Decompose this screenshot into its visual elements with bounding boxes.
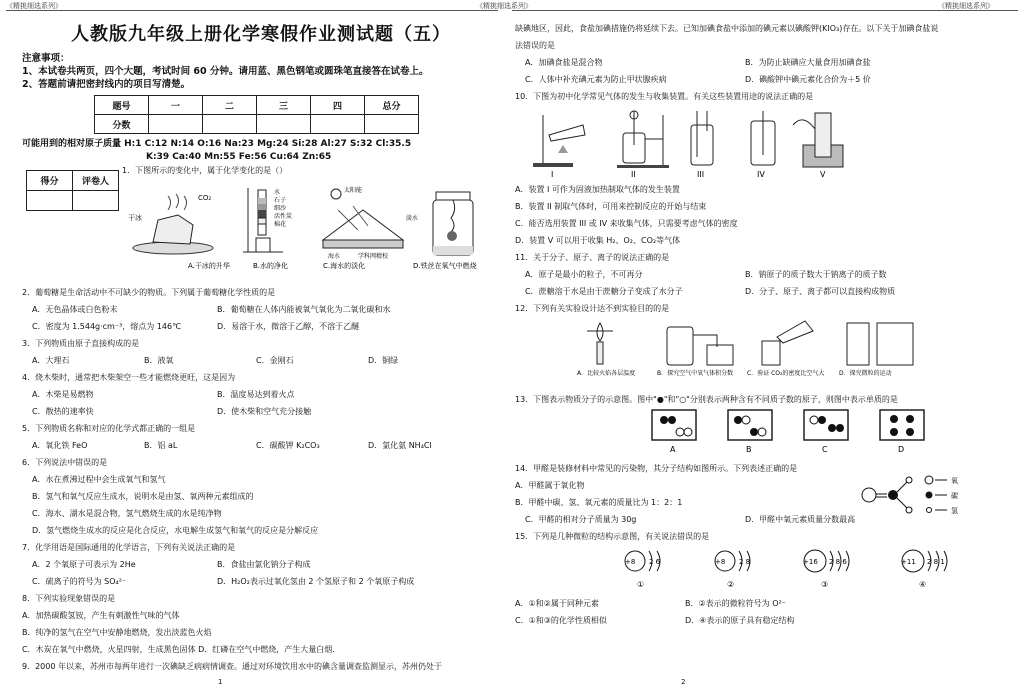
q14-block	[515, 460, 1005, 545]
q15-option: A．①和②属于同种元素	[515, 599, 599, 608]
q15-particles-figure	[615, 545, 1024, 591]
question-line: C．木炭在氧气中燃烧，火星四射，生成黑色固体 D．红磷在空气中燃烧，产生大量白烟．	[22, 645, 341, 654]
apparatus-label: I	[551, 170, 554, 177]
right-question-list-top	[515, 20, 1005, 105]
option: D．使木柴和空气充分接触	[217, 407, 312, 416]
question-line: 8．下列实验现象错误的是	[22, 594, 116, 603]
options-row	[515, 266, 1005, 283]
q12-candle	[587, 323, 613, 364]
option: D．易溶于水，微溶于乙醇，不溶于乙醚	[217, 322, 360, 331]
options-row	[515, 54, 1005, 71]
q1-option-a: A.干冰的升华	[188, 262, 230, 270]
option: A．氧化铁 FeO	[32, 441, 88, 450]
question-line: A．水在煮沸过程中会生成氧气和氢气	[32, 475, 166, 484]
q13-figure	[650, 408, 950, 456]
question-line: 4．烧木柴时，通常把木柴架空一些才能燃烧更旺，这是因为	[22, 373, 236, 382]
q12-particle-motion	[847, 323, 913, 365]
score-cell[interactable]	[203, 115, 257, 134]
option: B．葡萄糖在人体内能被氧气氧化为二氧化碳和水	[217, 305, 391, 314]
q13-label: A	[670, 445, 676, 454]
option: A．2 个氧原子可表示为 2He	[32, 560, 136, 569]
q12-option: D．探究微粒的运动	[839, 370, 892, 377]
option: D．铜绿	[368, 356, 399, 365]
q12-figure	[577, 317, 1007, 387]
q13-box-c	[804, 410, 848, 440]
question-line: 14．甲醛是装修材料中常见的污染物，其分子结构如图所示。下列表述正确的是	[515, 464, 798, 473]
grader-score-label: 得分	[27, 171, 73, 191]
legend-hydrogen: 氢	[951, 507, 958, 515]
q1-option-c: C.海水的淡化	[323, 262, 366, 270]
q1-option-d: D.铁丝在氧气中燃烧	[413, 262, 477, 270]
header-series-right: 《精挑细选系列》	[938, 2, 994, 10]
q12-option: A．比较火焰各层温度	[577, 370, 636, 377]
q15-particle	[625, 551, 661, 589]
option: B．为防止缺碘应大量食用加碘食盐	[745, 58, 871, 67]
particle-label: ①	[637, 580, 645, 589]
q13-box-a	[652, 410, 696, 440]
option: C．散热的速率快	[32, 407, 94, 416]
q12-air-oxygen	[667, 327, 733, 365]
header-rule-right	[512, 10, 1018, 11]
apparatus-label: III	[697, 170, 705, 177]
left-question-list	[22, 284, 500, 675]
option: C．蔗糖溶于水是由于蔗糖分子变成了水分子	[525, 287, 683, 296]
question-line: A．加热碳酸氢铵，产生有刺激性气味的气体	[22, 611, 180, 620]
option: C．金刚石	[256, 356, 294, 365]
grader-score-cell[interactable]	[27, 191, 73, 211]
filter-layer-label: 活性炭	[274, 213, 293, 220]
dry-ice-label: 干冰	[128, 214, 142, 222]
question-line: C．海水、湖水是混合物，氢气燃烧生成的水是纯净物	[32, 509, 222, 518]
q15-option: B．②表示的微粒符号为 O²⁻	[685, 599, 786, 608]
options-row	[515, 71, 1005, 88]
apparatus-iv	[751, 111, 775, 165]
options-row	[22, 573, 500, 590]
atomic-mass-line2: K:39 Ca:40 Mn:55 Fe:56 Cu:64 Zn:65	[146, 152, 332, 162]
q15-options-row	[515, 612, 1005, 629]
question-line: 5．下列物质名称和对应的化学式都正确的一组是	[22, 424, 196, 433]
q10-apparatus-figure	[523, 105, 953, 177]
q13-label: C	[822, 445, 828, 454]
question-line: D．氢气燃烧生成水的反应是化合反应，水电解生成氢气和氧气的反应是分解反应	[32, 526, 319, 535]
q13-stem: 13．下图表示物质分子的示意图。图中"●"和"○"分别表示两种含有不同质子数的原子，则图中表示单质的是	[515, 395, 898, 404]
question-line: 9．2000 年以来，苏州市每两年进行一次碘缺乏病病情调查。通过对环境饮用水中的碘含量调查监测显示，苏州仍处于	[22, 662, 442, 671]
q15-options-row	[515, 595, 1005, 612]
q15-option: D．④表示的原子具有稳定结构	[685, 616, 795, 625]
particle-label: ④	[919, 580, 927, 589]
q12-co2	[762, 321, 813, 365]
question-line: 12．下列有关实验设计达不到实验目的的是	[515, 304, 670, 313]
apparatus-v	[793, 113, 843, 167]
apparatus-label: IV	[757, 170, 765, 177]
q15-particle	[901, 550, 947, 589]
option: C．硫离子的符号为 SO₄²⁻	[32, 577, 127, 586]
fresh-water-label: 淡水	[406, 215, 419, 222]
filter-layer-label: 水	[274, 189, 281, 196]
water-filter-illustration	[243, 188, 292, 252]
question-line: 3．下列物质由原子直接构成的是	[22, 339, 140, 348]
question-line: 10．下图为初中化学常见气体的发生与收集装置。有关这些装置用途的说法正确的是	[515, 92, 814, 101]
q1-stem: 1．下图所示的变化中，属于化学变化的是（）	[122, 166, 288, 175]
atomic-mass-line1: 可能用到的相对原子质量 H:1 C:12 N:14 O:16 Na:23 Mg:24 Si:28 Al:27 S:32 Cl:35.5	[22, 139, 412, 149]
legend-oxygen: 氧	[951, 477, 958, 485]
filter-layer-label: 细沙	[274, 205, 287, 212]
question-line: C．能否选用装置 III 或 IV 来收集气体，只需要考虑气体的密度	[515, 219, 738, 228]
option: A．加碘食盐是混合物	[525, 58, 603, 67]
option: B．液氧	[144, 356, 174, 365]
option: C．人体中补充碘元素为防止甲状腺疾病	[525, 75, 667, 84]
header-series-left: 《精挑细选系列》	[6, 2, 62, 10]
q13-box-b	[728, 410, 772, 440]
option: B．食盐由氯化钠分子构成	[217, 560, 311, 569]
grader-name-cell[interactable]	[73, 191, 119, 211]
score-cell[interactable]	[149, 115, 203, 134]
option: D．甲醛中氧元素质量分数最高	[745, 515, 856, 524]
question-line: 15．下列是几种微粒的结构示意图，有关说法错误的是	[515, 532, 710, 541]
particle-label: ②	[727, 580, 735, 589]
options-row	[22, 437, 500, 454]
options-row	[22, 301, 500, 318]
question-line: B．纯净的氢气在空气中安静地燃烧，发出淡蓝色火焰	[22, 628, 212, 637]
notice-item: 1、本试卷共两页，四个大题，考试时间 60 分钟。请用蓝、黑色钢笔或圆珠笔直接答在试卷上。	[22, 66, 429, 77]
option: A．大理石	[32, 356, 70, 365]
seawater-label: 海水	[328, 253, 341, 260]
q13-box-d	[880, 410, 924, 440]
options-row	[22, 318, 500, 335]
question-line: B．甲醛中碳、氢、氧元素的质量比为 1：2：1	[515, 498, 683, 507]
nucleus-label: +8	[625, 558, 636, 566]
options-row	[22, 556, 500, 573]
option: A．原子是最小的粒子，不可再分	[525, 270, 643, 279]
question-line: B．氢气和氧气反应生成水，说明水是由氢、氧两种元素组成的	[32, 492, 254, 501]
page-number-right: 2	[681, 678, 686, 686]
options-row	[22, 352, 500, 369]
q15-particle	[715, 551, 750, 589]
nucleus-label: +16	[803, 558, 818, 566]
question-line: 7．化学用语是国际通用的化学语言，下列有关说法正确的是	[22, 543, 236, 552]
option: C．碳酸钾 K₂CO₃	[256, 441, 320, 450]
nucleus-label: +8	[715, 558, 726, 566]
option: D．碘酸钾中碘元素化合价为＋5 价	[745, 75, 871, 84]
option: B．温度易达到着火点	[217, 390, 295, 399]
header-series-center: 《精挑细选系列》	[476, 2, 532, 10]
q12-option: C．验证 CO₂的密度比空气大	[747, 370, 825, 377]
score-table	[94, 95, 419, 134]
desalination-illustration	[323, 186, 418, 260]
score-cell[interactable]	[311, 115, 365, 134]
score-header: 三	[257, 96, 311, 115]
page-number-left: 1	[218, 678, 223, 686]
iron-wire-illustration	[433, 192, 473, 255]
q13-label: B	[746, 445, 752, 454]
option: D．H₂O₂表示过氧化氢由 2 个氢原子和 2 个氧原子构成	[217, 577, 415, 586]
formaldehyde-molecule-figure	[855, 470, 975, 520]
question-line: D．装置 V 可以用于收集 H₂、O₂、CO₂等气体	[515, 236, 681, 245]
option: D．分子、原子、离子都可以直接构成物质	[745, 287, 896, 296]
option: C．密度为 1.544g·cm⁻³，熔点为 146℃	[32, 322, 182, 331]
question-line: 缺碘地区，因此，食盐加碘措施仍将延续下去。已知加碘食盐中添加的碘元素以碘酸钾(KIO₃)存在。以下关于加碘食盐说	[515, 24, 939, 33]
options-row	[22, 403, 500, 420]
question-line: 11．关于分子、原子、离子的说法正确的是	[515, 253, 670, 262]
filter-layer-label: 棉花	[274, 221, 287, 228]
shell-label: 2 8 6	[829, 558, 847, 566]
option: D．氯化氨 NH₄Cl	[368, 441, 432, 450]
question-line: 2．葡萄糖是生命活动中不可缺少的物质。下列属于葡萄糖化学性质的是	[22, 288, 276, 297]
options-row	[515, 283, 1005, 300]
apparatus-ii	[617, 111, 669, 168]
page-title: 人教版九年级上册化学寒假作业测试题（五）	[71, 24, 451, 45]
membrane-label: 学科网精校	[358, 253, 389, 260]
co2-label: CO₂	[198, 194, 212, 202]
score-header: 总分	[365, 96, 419, 115]
question-line: A．甲醛属于氧化物	[515, 481, 585, 490]
page-right	[515, 20, 1005, 629]
header-rule-left	[6, 10, 498, 11]
score-cell[interactable]	[257, 115, 311, 134]
legend-carbon: 碳	[951, 492, 958, 500]
score-header: 一	[149, 96, 203, 115]
score-header: 题号	[95, 96, 149, 115]
apparatus-iii	[691, 111, 713, 165]
score-cell[interactable]	[365, 115, 419, 134]
apparatus-i	[533, 115, 585, 167]
particle-label: ③	[821, 580, 829, 589]
nucleus-label: +11	[901, 558, 916, 566]
score-header: 四	[311, 96, 365, 115]
q1-option-b: B.水的净化	[253, 262, 289, 270]
notice-item: 2、答题前请把密封线内的项目写清楚。	[22, 79, 191, 90]
shell-label: 2 8 1	[927, 558, 945, 566]
question-line: A．装置 I 可作为固液加热制取气体的发生装置	[515, 185, 680, 194]
q15-option: C．①和③的化学性质相似	[515, 616, 607, 625]
right-question-list-mid	[515, 181, 1005, 317]
option: B．铝 aL	[144, 441, 178, 450]
dry-ice-illustration	[128, 194, 213, 254]
q13-label: D	[898, 445, 905, 454]
option: A．木柴是易燃物	[32, 390, 94, 399]
shell-label: 2 8	[739, 558, 751, 566]
option: B．钠原子的质子数大于钠离子的质子数	[745, 270, 887, 279]
option: A．无色晶体或白色粉末	[32, 305, 118, 314]
question-line: 6．下列说法中错误的是	[22, 458, 108, 467]
filter-layer-label: 石子	[274, 197, 287, 204]
q15-particle	[803, 550, 849, 589]
q12-option: B．探究空气中氧气体积分数	[657, 370, 734, 377]
question-line: B．装置 II 制取气体时，可用来控制反应的开始与结束	[515, 202, 707, 211]
shell-label: 2 6	[649, 558, 661, 566]
apparatus-label: II	[631, 170, 636, 177]
q1-block	[22, 164, 500, 284]
score-row-label: 分数	[95, 115, 149, 134]
question-line: 法错误的是	[515, 41, 555, 50]
option: C．甲醛的相对分子质量为 30g	[525, 515, 637, 524]
apparatus-label: V	[820, 170, 826, 177]
score-header: 二	[203, 96, 257, 115]
q1-figure	[118, 180, 493, 270]
grader-box	[26, 170, 119, 211]
grader-name-label: 评卷人	[73, 171, 119, 191]
notice-heading: 注意事项：	[22, 53, 70, 64]
solar-label: 太阳能	[344, 187, 363, 194]
page-left	[22, 12, 500, 675]
options-row	[22, 386, 500, 403]
